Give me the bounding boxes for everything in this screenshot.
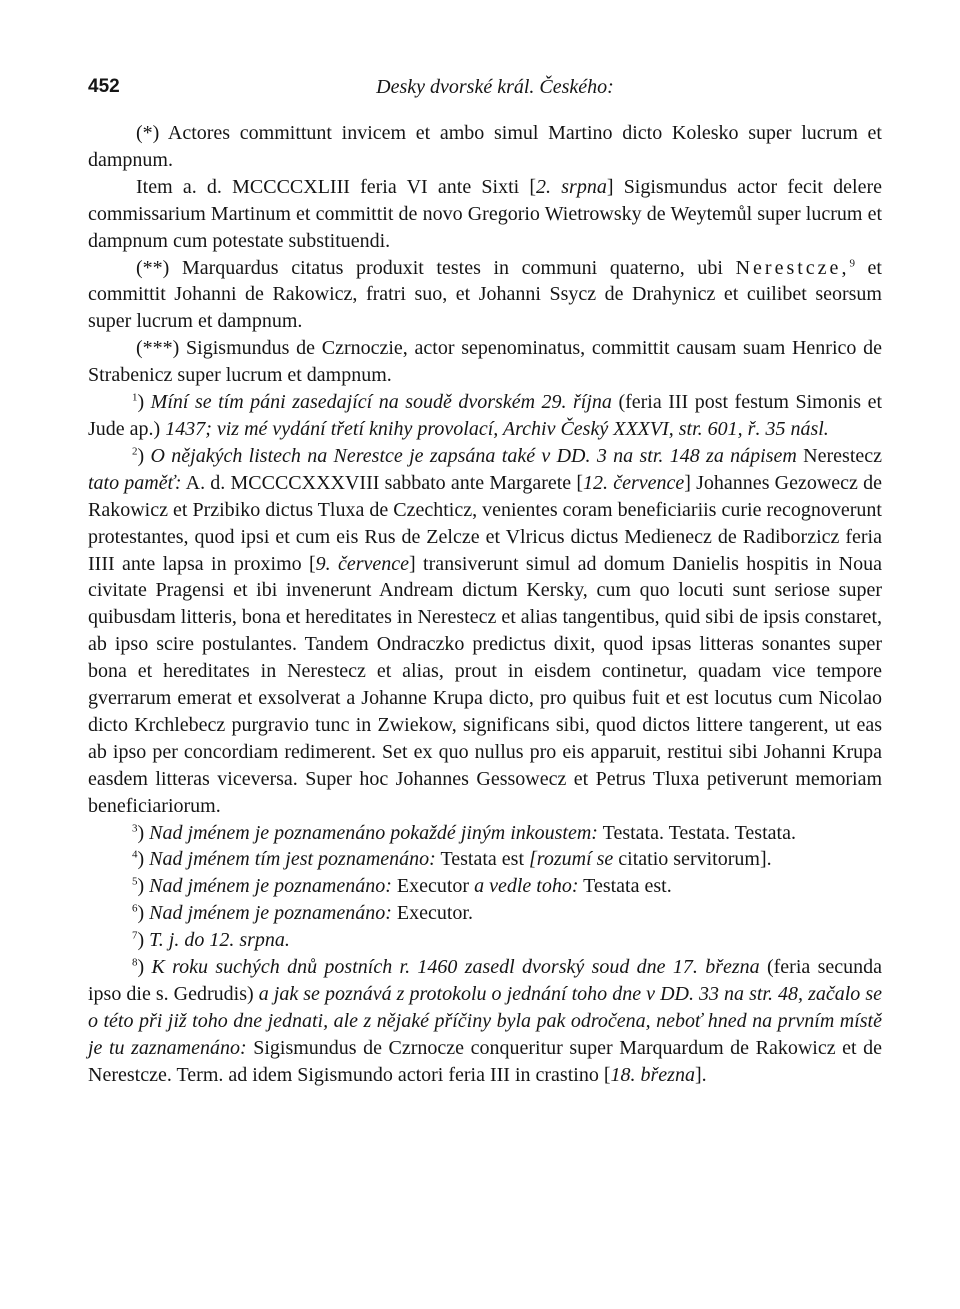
footnote-1: $^1$) Míní se tím páni zasedající na soudě dvorském 29. října (feria III post festum Simonis et Jude ap.) 1437; viz mé vydání třetí knihy provolací, Archiv Český XXXVI, str. 601, ř. 35 násl. (88, 391, 883, 440)
paragraph-sigismundus: (***) Sigismundus de Czrnoczie, actor sepenominatus, committit causam suam Henrico de Strabenicz super lucrum et dampnum. (88, 337, 882, 387)
footnote-8: $^8$) K roku suchých dnů postních r. 1460 zasedl dvorský soud dne 17. března (feria secunda ipso die s. Gedrudis) a jak se poznává z protokolu o jednání toho dne v DD. 33 na str. 48, začalo se o této při již toho dne jednati, ale z nějaké příčiny byla pak odročena, neboť hned na prvním místě je tu zaznamenáno: Sigismundus de Czrnocze conqueritur super Marquardum de Rakowicz et de Nerestcze. Term. ad idem Sigismundo actori feria III in crastino [18. března]. (88, 956, 883, 1086)
page-number: 452 (88, 76, 120, 97)
footnote-2: $^2$) O nějakých listech na Nerestce je zapsána také v DD. 3 na str. 148 za nápisem Nerestecz tato paměť: A. d. MCCCCXXXVIII sabbato ante Margarete [12. července] Johannes Gezowecz de Rakowicz et Przibiko dictus Tluxa de Czechticz, venientes coram beneficiariis curie recognoverunt protestantes, quod ipsi et cum eis Rus de Zelcze et Vlricus dictus Medienecz de Radiborzicz feria IIII ante lapsa in proximo [9. července] transiverunt simul ad domum Danielis hospitis in Noua civitate Pragensi et ibi invenerunt Andream dictum Kersky, cum quo locuti sunt seriose super quibusdam litteris, bona et hereditates in Nerestecz et alias tangentibus, quid sibi de ipsis constaret, ab ipso scire postulantes. Tandem Ondraczko predictus dixit, quod ipsas litteras sonantes super bona et hereditates in Nerestecz et alias, prout in eisdem continetur, quadam vice tempore gverrarum emerat et exsolverat a Johanne Krupa dicto, pro quibus fuit et est locutus cum Nicolao dicto Krchlebecz purgravio tunc in Zwiekow, significans sibi, quod dictos littere tangerent, ut eas ab ipso per concordiam redimerent. Set ex quo nullus pro eis apparuit, restitui sibi Johanni Krupa easdem litteras viceversa. Super hoc Johannes Gessowecz et Petrus Tluxa petiverunt memoriam beneficiariorum. (88, 444, 883, 817)
footnote-5: $^5$) Nad jménem je poznamenáno: Executor a vedle toho: Testata est. (132, 875, 672, 898)
footnote-ref: 9 (849, 256, 855, 269)
footnote-3: $^3$) Nad jménem je poznamenáno pokaždé jiným inkoustem: Testata. Testata. Testata. (132, 821, 796, 844)
footnote-4: $^4$) Nad jménem tím jest poznamenáno: Testata est [rozumí se citatio servitorum]. (132, 848, 772, 871)
footnote-7: $^7$) T. j. do 12. srpna. (132, 929, 290, 952)
running-head (88, 76, 882, 106)
footnote-6: $^6$) Nad jménem je poznamenáno: Executor. (132, 902, 473, 925)
running-title: Desky dvorské král. Českého: (376, 76, 614, 98)
paragraph-marquardus: (**) Marquardus citatus produxit testes in communi quaterno, ubi Nerestcze,$^9$ et committit Johanni de Rakowicz, fratri suo, et Johanni Ssycz de Drahynicz et cuilibet seorsum super lucrum et dampnum. (88, 256, 882, 333)
paragraph-item: Item a. d. MCCCCXLIII feria VI ante Sixti [2. srpna] Sigismundus actor fecit delere commissarium Martinum et committit de novo Gregorio Wietrowsky de Weytemůl super lucrum et dampnum cum potestate substituendi. (88, 175, 882, 252)
paragraph-actores: (*) Actores committunt invicem et ambo simul Martino dicto Kolesko super lucrum et dampnum. (88, 122, 882, 171)
